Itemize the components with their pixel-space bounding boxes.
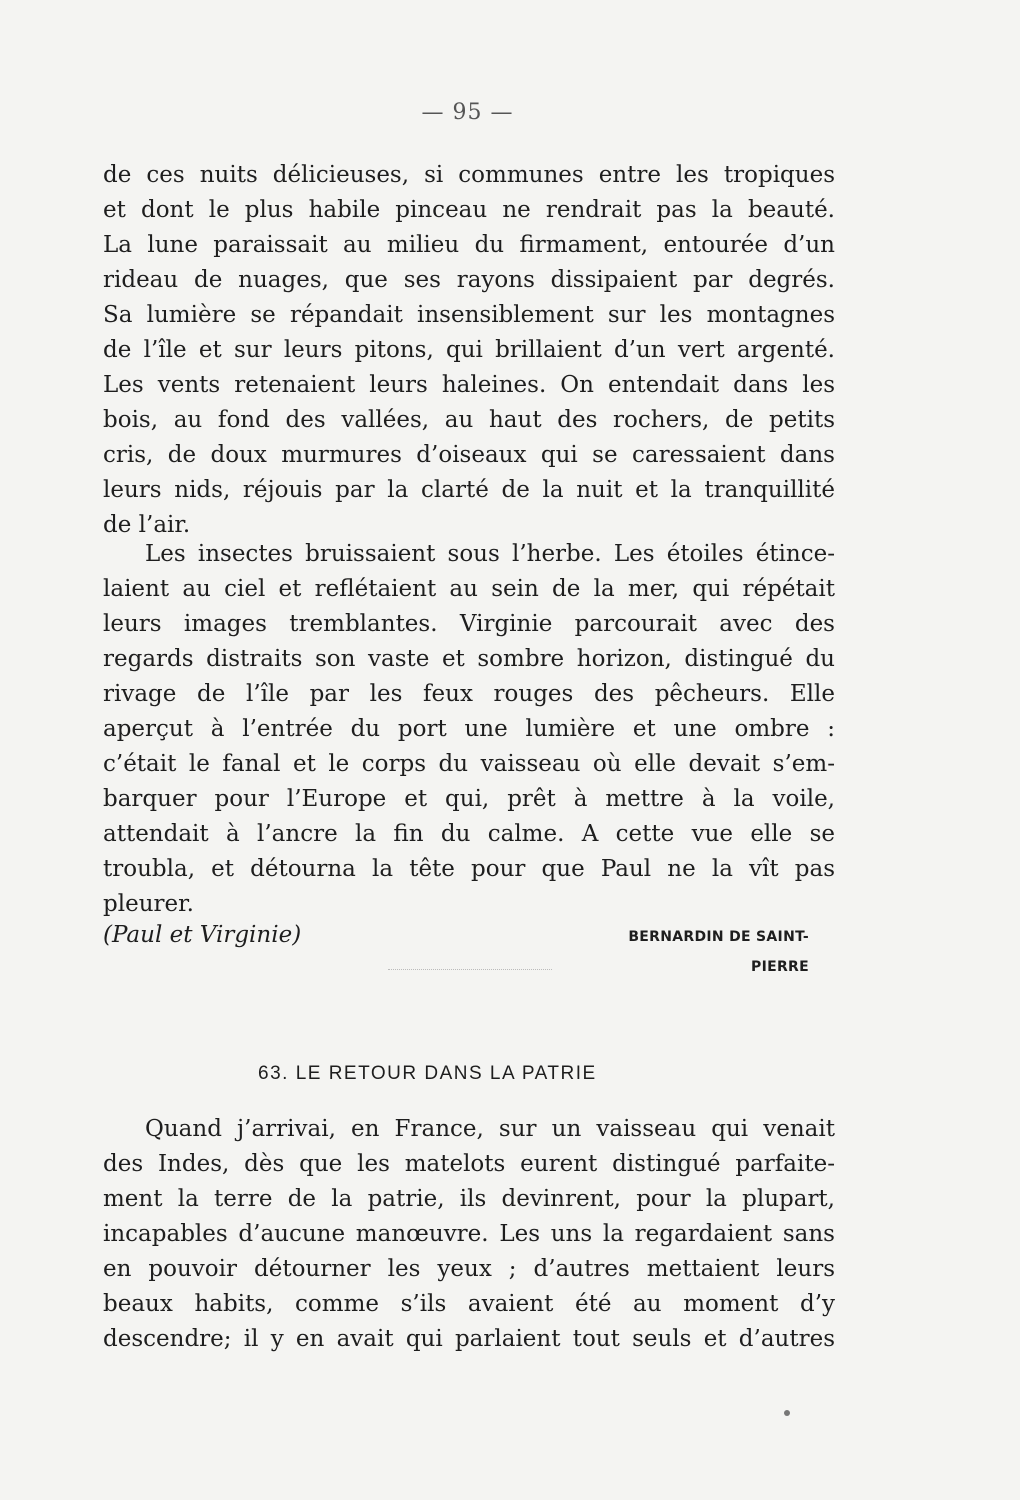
text-line: incapables d’aucune manœuvre. Les uns la regardaient sans <box>103 1221 835 1247</box>
paper-speck <box>784 1410 790 1416</box>
source-work-title: (Paul et Virginie) <box>103 922 302 948</box>
text-line: et dont le plus habile pinceau ne rendrait pas la beauté. <box>103 197 835 223</box>
text-line: leurs nids, réjouis par la clarté de la nuit et la tranquillité <box>103 477 835 503</box>
text-line: laient au ciel et reflétaient au sein de la mer, qui répétait <box>103 576 835 602</box>
author-name: BERNARDIN DE SAINT-PIERRE <box>628 929 809 975</box>
text-line: Les vents retenaient leurs haleines. On entendait dans les <box>103 372 835 398</box>
text-line: cris, de doux murmures d’oiseaux qui se caressaient dans <box>103 442 835 468</box>
text-line: troubla, et détourna la tête pour que Paul ne la vît pas <box>103 856 835 882</box>
passage-paul-et-virginie-part-2 <box>103 537 835 922</box>
page-number: — 95 — <box>421 100 514 125</box>
text-line: Sa lumière se répandait insensiblement sur les montagnes <box>103 302 835 328</box>
text-line: de ces nuits délicieuses, si communes entre les tropiques <box>103 162 835 188</box>
text-line: descendre; il y en avait qui parlaient tout seuls et d’autres <box>103 1326 835 1352</box>
text-line: pleurer. <box>103 891 194 917</box>
passage-paul-et-virginie-part-1 <box>103 158 835 543</box>
section-heading: 63. LE RETOUR DANS LA PATRIE <box>258 1063 597 1084</box>
text-line: rivage de l’île par les feux rouges des pêcheurs. Elle <box>103 681 835 707</box>
text-line: en pouvoir détourner les yeux ; d’autres mettaient leurs <box>103 1256 835 1282</box>
text-line: c’était le fanal et le corps du vaisseau où elle devait s’em- <box>103 751 835 777</box>
text-line: regards distraits son vaste et sombre horizon, distingué du <box>103 646 835 672</box>
text-line: bois, au fond des vallées, au haut des rochers, de petits <box>103 407 835 433</box>
text-line: rideau de nuages, que ses rayons dissipaient par degrés. <box>103 267 835 293</box>
text-line: de l’air. <box>103 512 191 538</box>
text-line: La lune paraissait au milieu du firmament, entourée d’un <box>103 232 835 258</box>
text-line: des Indes, dès que les matelots eurent distingué parfaite- <box>103 1151 835 1177</box>
text-line: beaux habits, comme s’ils avaient été au moment d’y <box>103 1291 835 1317</box>
section-divider <box>388 969 552 970</box>
text-line: attendait à l’ancre la fin du calme. A cette vue elle se <box>103 821 835 847</box>
text-line: Quand j’arrivai, en France, sur un vaisseau qui venait <box>145 1116 835 1142</box>
text-line: ment la terre de la patrie, ils devinrent, pour la plupart, <box>103 1186 835 1212</box>
text-line: aperçut à l’entrée du port une lumière et une ombre : <box>103 716 835 742</box>
text-line: de l’île et sur leurs pitons, qui brillaient d’un vert argenté. <box>103 337 835 363</box>
text-line: Les insectes bruissaient sous l’herbe. Les étoiles étince- <box>145 541 835 567</box>
passage-retour-dans-la-patrie <box>103 1112 835 1357</box>
text-line: barquer pour l’Europe et qui, prêt à mettre à la voile, <box>103 786 835 812</box>
text-line: leurs images tremblantes. Virginie parcourait avec des <box>103 611 835 637</box>
